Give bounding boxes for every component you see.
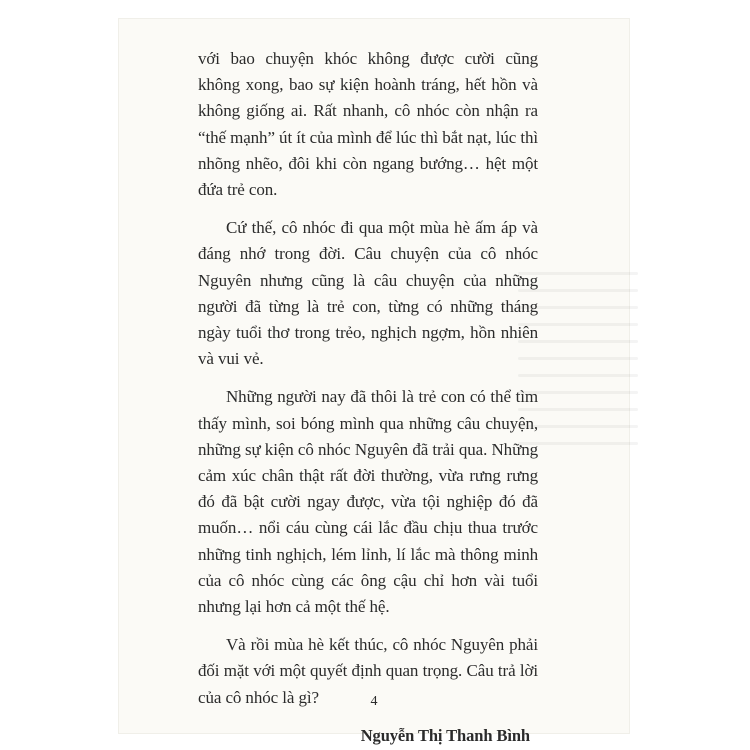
page-number: 4 xyxy=(370,694,378,709)
body-text xyxy=(198,46,538,749)
paragraph-4: Và rồi mùa hè kết thúc, cô nhóc Nguyên phải đối mặt với một quyết định quan trọng. Câu trả lời của cô nhóc là gì? xyxy=(198,635,538,707)
author-signature: Nguyễn Thị Thanh Bình xyxy=(360,725,530,745)
paragraph-2: Cứ thế, cô nhóc đi qua một mùa hè ấm áp và đáng nhớ trong đời. Câu chuyện của cô nhóc Nguyên nhưng cũng là câu chuyện của những người đã từng là trẻ con, từng có những tháng ngày tuổi thơ trong trẻo, nghịch ngợm, hồn nhiên và vui vẻ. xyxy=(198,218,538,369)
paragraph-1: với bao chuyện khóc không được cười cũng không xong, bao sự kiện hoành tráng, hết hồn và không giống ai. Rất nhanh, cô nhóc còn nhận ra “thế mạnh” út ít của mình để lúc thì bắt nạt, lúc thì nhõng nhẽo, đôi khi còn ngang bướng… hệt một đứa trẻ con. xyxy=(198,49,538,200)
book-page xyxy=(118,18,630,745)
paragraph-3: Những người nay đã thôi là trẻ con có thể tìm thấy mình, soi bóng mình qua những câu chuyện, những sự kiện cô nhóc Nguyên đã trải qua. Những cảm xúc chân thật rất đời thường, vừa rưng rưng đó đã bật cười ngay được, vừa tội nghiệp đó đã muốn… nổi cáu cùng cái lắc đầu chịu thua trước những tinh nghịch, lém lỉnh, lí lắc mà thông minh của cô nhóc cùng các ông cậu chỉ hơn vài tuổi nhưng lại hơn cả một thế hệ. xyxy=(198,387,538,617)
